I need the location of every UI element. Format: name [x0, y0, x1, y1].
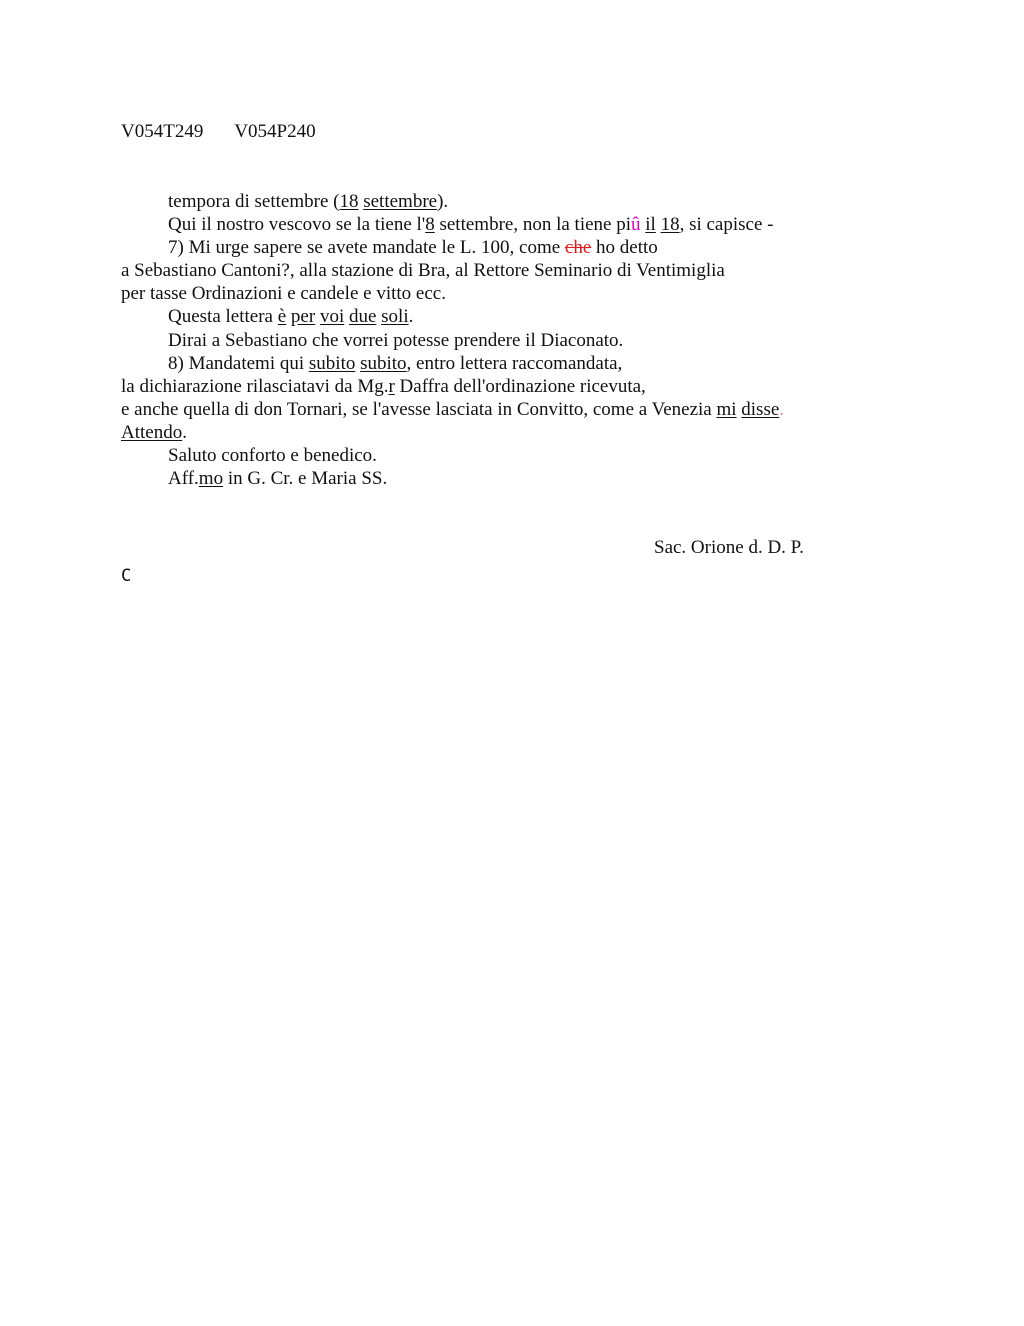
- underlined-text: disse: [741, 398, 780, 420]
- text-line: Saluto conforto e benedico.: [168, 445, 377, 467]
- underlined-text: è: [277, 306, 287, 328]
- highlighted-correction: û: [631, 214, 641, 236]
- text-line: 7) Mi urge sapere se avete mandate le L. 100, come che ho detto: [168, 237, 658, 259]
- text-line: Attendo.: [121, 421, 187, 443]
- underlined-text: 18: [660, 214, 680, 236]
- text-line: e anche quella di don Tornari, se l'avesse lasciata in Convitto, come a Venezia mi disse.: [121, 398, 785, 420]
- text-line: Dirai a Sebastiano che vorrei potesse prendere il Diaconato.: [168, 329, 624, 351]
- underlined-text: subito: [360, 352, 407, 374]
- letter-body: [121, 190, 901, 490]
- underlined-text: mi: [716, 398, 737, 420]
- underlined-text: 8: [425, 214, 435, 236]
- underlined-text: voi: [319, 306, 345, 328]
- page-code: V054P240: [234, 121, 316, 142]
- underlined-text: soli: [381, 306, 409, 328]
- underlined-text: per: [290, 306, 316, 328]
- text-line: a Sebastiano Cantoni?, alla stazione di Bra, al Rettore Seminario di Ventimiglia: [121, 260, 725, 282]
- underlined-text: settembre: [363, 191, 438, 212]
- marginal-mark: C: [121, 566, 132, 586]
- underlined-text: il: [645, 214, 656, 236]
- text-line: Questa lettera è per voi due soli.: [168, 306, 414, 328]
- text-line: la dichiarazione rilasciatavi da Mg.r Daffra dell'ordinazione ricevuta,: [121, 375, 646, 397]
- underlined-text: 18: [339, 191, 359, 212]
- text-line: 8) Mandatemi qui subito subito, entro lettera raccomandata,: [168, 352, 623, 374]
- volume-code: V054T249: [121, 121, 204, 142]
- struck-out-text: che: [564, 237, 592, 259]
- underlined-text: due: [348, 306, 377, 328]
- underlined-text: r: [388, 375, 395, 397]
- document-header: [121, 121, 316, 143]
- text-line: per tasse Ordinazioni e candele e vitto ecc.: [121, 283, 446, 305]
- text-line: Aff.mo in G. Cr. e Maria SS.: [168, 468, 388, 490]
- highlighted-punctuation: .: [779, 398, 785, 420]
- text-line: Qui il nostro vescovo se la tiene l'8 settembre, non la tiene piû il 18, si capisce -: [168, 214, 774, 236]
- underlined-text: subito: [308, 352, 356, 374]
- underlined-text: mo: [198, 468, 224, 490]
- text-line: tempora di settembre (18 settembre).: [168, 191, 449, 212]
- underlined-text: Attendo: [121, 421, 183, 443]
- signature: Sac. Orione d. D. P.: [654, 537, 804, 558]
